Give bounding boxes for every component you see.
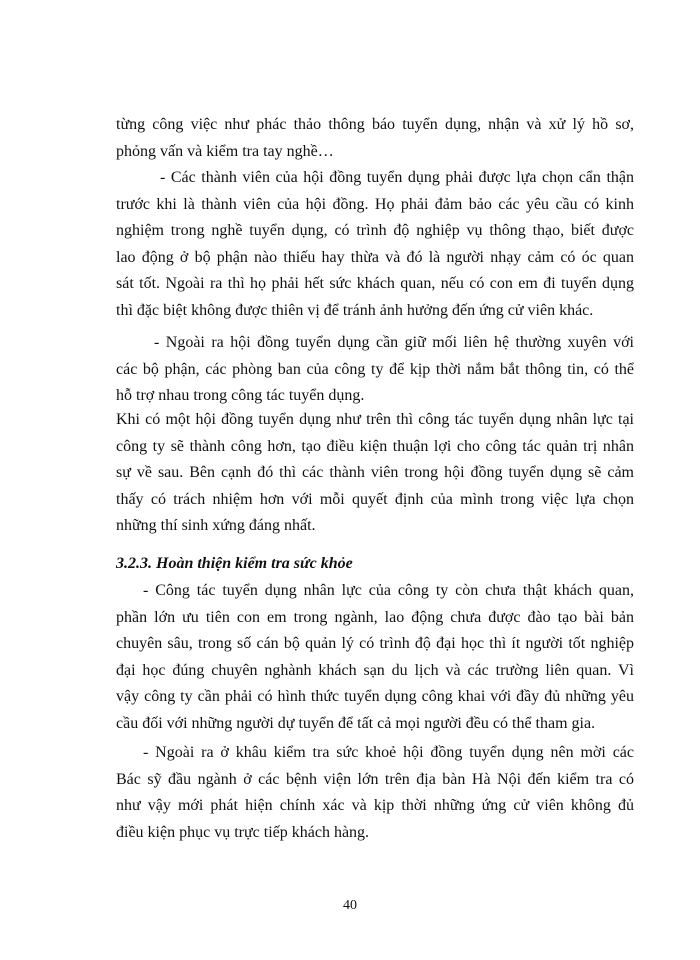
text-line: từng công việc như phác thảo thông báo tuyển dụng, nhận và xử lý hồ sơ, xyxy=(116,116,634,133)
text-line: các bộ phận, các phòng ban của công ty để kịp thời nắm bắt thông tin, có thể xyxy=(116,360,634,378)
paragraph-4 xyxy=(116,407,634,540)
text-line: - Ngoài ra ở khâu kiểm tra sức khoẻ hội đồng tuyển dụng nên mời các xyxy=(143,744,634,761)
text-line: điều kiện phục vụ trực tiếp khách hàng. xyxy=(116,823,370,841)
text-line: sự về sau. Bên cạnh đó thì các thành viên trong hội đồng tuyển dụng sẽ cảm xyxy=(116,464,634,481)
text-line: cầu đối với những người dự tuyển để tất cả mọi người đều có thể tham gia. xyxy=(116,714,596,732)
text-line: - Công tác tuyển dụng nhân lực của công ty còn chưa thật khách quan, xyxy=(143,582,634,599)
text-line: - Các thành viên của hội đồng tuyển dụng phải được lựa chọn cẩn thận xyxy=(160,169,634,186)
text-line: trước khi là thành viên của hội đồng. Họ phải đảm bảo các yêu cầu có kinh xyxy=(116,195,634,213)
text-line: phỏng vấn và kiểm tra tay nghề… xyxy=(116,142,334,160)
text-line: Khi có một hội đồng tuyển dụng như trên thì công tác tuyển dụng nhân lực tại xyxy=(116,411,634,428)
text-line: công ty sẽ thành công hơn, tạo điều kiện thuận lợi cho công tác quản trị nhân xyxy=(116,437,634,455)
text-line: nghiệm trong nghề tuyển dụng, có trình độ nghiệp vụ thông thạo, biết được xyxy=(116,222,634,239)
section-heading: 3.2.3. Hoàn thiện kiểm tra sức khỏe xyxy=(116,555,353,572)
text-line: hỗ trợ nhau trong công tác tuyển dụng. xyxy=(116,387,365,404)
text-line: đại học đúng chuyên nghành khách sạn du lịch và các trường liên quan. Vì xyxy=(116,661,634,679)
paragraph-2 xyxy=(116,165,634,324)
paragraph-1 xyxy=(116,112,634,165)
text-line: Bác sỹ đầu ngành ở các bệnh viện lớn trên địa bàn Hà Nội đến kiểm tra có xyxy=(116,770,634,788)
text-line: vậy công ty cần phải có hình thức tuyển dụng công khai với đầy đủ những yêu xyxy=(116,688,634,705)
text-line: phần lớn ưu tiên con em trong ngành, lao động chưa được đào tạo bài bản xyxy=(116,608,634,626)
text-line: như vậy mới phát hiện chính xác và kịp thời những ứng cử viên không đủ xyxy=(116,797,634,814)
text-line: những thí sinh xứng đáng nhất. xyxy=(116,517,316,534)
text-line: thấy có trách nhiệm hơn với mỗi quyết định của mình trong việc lựa chọn xyxy=(116,490,634,508)
text-line: thì đặc biệt không được thiên vị để tránh ảnh hưởng đến ứng cử viên khác. xyxy=(116,301,594,319)
text-line: lao động ở bộ phận nào thiếu hay thừa và đó là người nhạy cảm có óc quan xyxy=(116,248,634,266)
paragraph-5 xyxy=(116,578,634,737)
paragraph-3 xyxy=(116,330,634,410)
page-number: 40 xyxy=(343,898,357,913)
paragraph-6 xyxy=(116,740,634,846)
text-line: sát tốt. Ngoài ra thì họ phải hết sức khách quan, nếu có con em đi tuyển dụng xyxy=(116,275,634,292)
text-line: chuyên sâu, trong số cán bộ quản lý có trình độ đại học thì ít người tốt nghiệp xyxy=(116,635,634,652)
text-line: - Ngoài ra hội đồng tuyển dụng cần giữ mối liên hệ thường xuyên với xyxy=(154,334,634,351)
